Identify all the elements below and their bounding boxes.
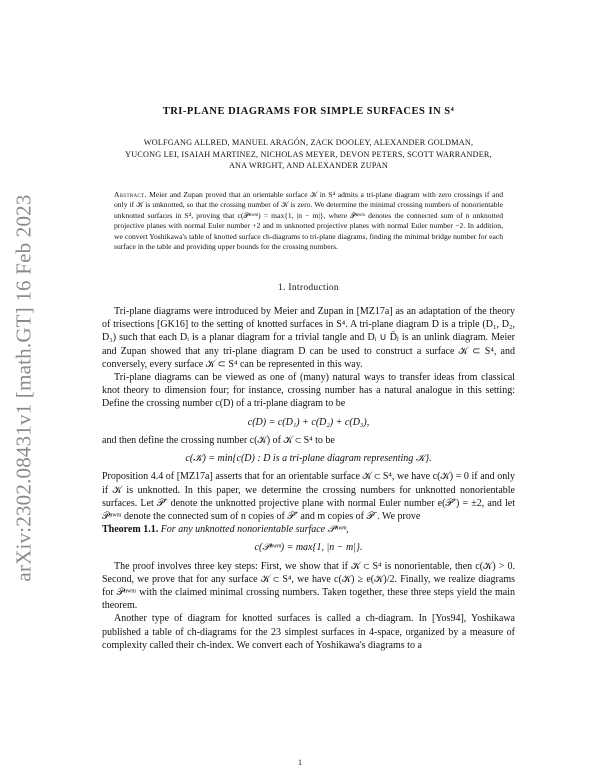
abstract-label: Abstract. [114,189,147,199]
paragraph: Tri-plane diagrams can be viewed as one of (many) natural ways to transfer ideas from classical knot theory to dimension four; for instance, crossing number has a natural analogue in this setting: Define the crossing number c(D) of a tri-plane diagram to be [102,372,515,410]
equation: c(D) = c(D₁) + c(D₂) + c(D₃), [247,416,370,428]
author-line: WOLFGANG ALLRED, MANUEL ARAGÓN, ZACK DOOLEY, ALEXANDER GOLDMAN, [143,138,474,147]
author-line: ANA WRIGHT, AND ALEXANDER ZUPAN [228,161,389,170]
paper-title: TRI-PLANE DIAGRAMS FOR SIMPLE SURFACES IN S⁴ [162,106,455,117]
author-line: YUCONG LEI, ISAIAH MARTINEZ, NICHOLAS MEYER, DEVON PETERS, SCOTT WARRANDER, [125,149,492,159]
theorem-text: For any unknotted nonorientable surface 𝒫ⁿʷᵐ, [160,524,349,536]
introduction-body [102,305,515,652]
author-list [102,137,515,172]
abstract [114,190,503,254]
paragraph: The proof involves three key steps: First, we show that if 𝒦 ⊂ S⁴ is nonorientable, then c(𝒦) > 0. Second, we prove that for any surface 𝒦 ⊂ S⁴, we have c(𝒦) ≥ e(𝒦)/2. Finally, we realize diagrams for 𝒫ⁿʷᵐ with the claimed minimal crossing numbers. Taken together, these three steps yield the main theorem. [102,560,515,612]
theorem [102,523,515,536]
paragraph: and then define the crossing number c(𝒦) of 𝒦 ⊂ S⁴ to be [102,434,335,446]
paragraph: Tri-plane diagrams were introduced by Meier and Zupan in [MZ17a] as an adaptation of the theory of trisections [GK16] to the setting of knotted surfaces in S⁴. A tri-plane diagram D is a triple (D₁, D₂, D₃) such that each Dᵢ is a planar diagram for a trivial tangle and Dᵢ ∪ D̄ⱼ is an unlink diagram. Meier and Zupan showed that any tri-plane diagram D can be used to construct a surface 𝒦 ⊂ S⁴, and conversely, every surface 𝒦 ⊂ S⁴ can be represented in this way. [102,306,515,370]
arxiv-sidebar [0,0,50,776]
section-heading: 1. Introduction [278,283,339,294]
paper-page [102,100,515,652]
equation: c(𝒦) = min{c(D) : D is a tri-plane diagram representing 𝒦}. [185,453,432,465]
paragraph: Proposition 4.4 of [MZ17a] asserts that for an orientable surface 𝒦 ⊂ S⁴, we have c(𝒦) = 0 if and only if 𝒦 is unknotted. In this paper, we determine the crossing numbers for unknotted nonorientable surfaces. Let 𝒫⁺ denote the unknotted projective plane with normal Euler number e(𝒫⁺) = ±2, and let 𝒫ⁿʷᵐ denote the connected sum of n copies of 𝒫⁺ and m copies of 𝒫⁻. We prove [102,471,515,522]
paragraph: Another type of diagram for knotted surfaces is called a ch-diagram. In [Yos94], Yoshikawa published a table of ch-diagrams for the 23 simplest surfaces in 4-space, organized by a measure of complexity called their ch-index. We convert each of Yoshikawa's diagrams to a [102,613,515,651]
abstract-text: Meier and Zupan proved that an orientable surface 𝒦 in S⁴ admits a tri-plane diagram with zero crossings if and only if 𝒦 is unknotted, so that the crossing number of 𝒦 is zero. We determine the minimal crossing numbers of nonorientable unknotted surfaces in S⁴, proving that c(𝒫ⁿʷᵐ) = max{1, |n − m|}, where 𝒫ⁿʷᵐ denotes the connected sum of n unknotted projective planes with normal Euler number +2 and m unknotted projective planes with normal Euler number −2. In addition, we convert Yoshikawa's table of knotted surface ch-diagrams to tri-plane diagrams, finding the minimal bridge number for each surface in the table and providing upper bounds for the crossing numbers. [114,189,503,252]
theorem-label: Theorem 1.1. [102,524,159,536]
equation: c(𝒫ⁿʷᵐ) = max{1, |n − m|}. [254,542,363,554]
arxiv-identifier: arXiv:2302.08431v1 [math.GT] 16 Feb 2023 [11,194,36,582]
page-number: 1 [298,758,302,767]
